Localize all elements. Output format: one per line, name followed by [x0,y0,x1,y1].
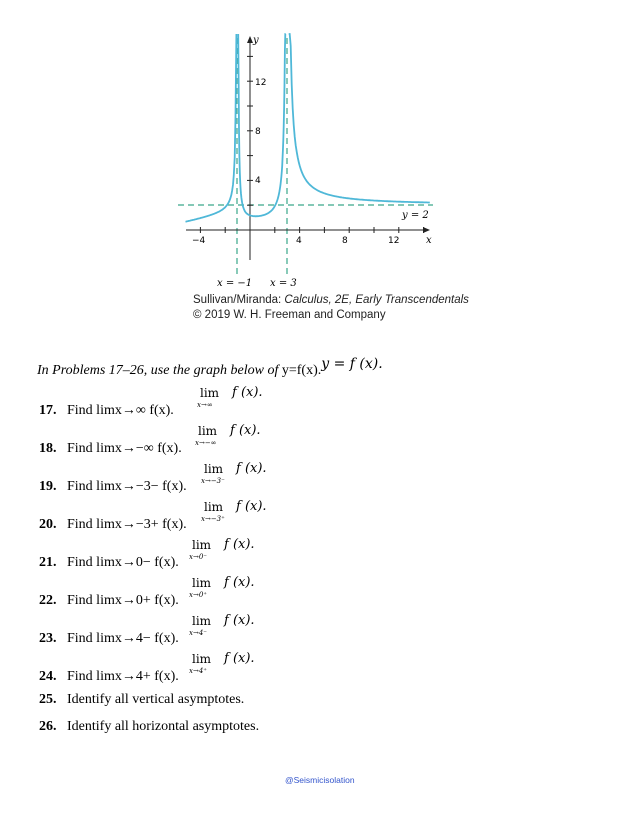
lim-subscript: x→4⁺ [189,667,207,675]
x-axis-label: x [426,235,432,246]
problem-number: 17. [39,403,57,418]
credit-prefix: Sullivan/Miranda: [193,294,285,306]
problem-25 [39,692,244,708]
problem-text: Find limx→−∞ f(x). [67,441,182,456]
lim-word: lim [198,424,218,438]
lim-function: f (x). [224,537,255,552]
intro-italic-text: In Problems 17–26, use the graph below of [37,363,282,378]
problem-26 [39,719,259,735]
curve-right-branch [289,34,430,203]
y-tick-label-4: 4 [255,176,261,186]
lim-function: f (x). [236,461,267,476]
lim-word: lim [204,462,224,476]
problem-17 [39,403,174,419]
problem-number: 25. [39,692,57,707]
lim-subscript: x→0⁻ [189,553,207,561]
x-tick-label-12: 12 [388,236,400,246]
problem-text: Find limx→−3+ f(x). [67,517,187,532]
horizontal-asymptote-label: y = 2 [402,210,429,221]
problem-number: 20. [39,517,57,532]
x-tick-label-4: 4 [296,236,302,246]
credit-title: Calculus, 2E, Early Transcendentals [284,294,469,306]
problem-text: Find limx→4+ f(x). [67,669,179,684]
lim-subscript: x→−3⁺ [201,515,225,523]
problem-23 [39,631,179,647]
figure-credit-line1 [193,294,469,306]
problem-text: Find limx→0− f(x). [67,555,179,570]
function-graph [178,30,440,292]
lim-subscript: x→0⁺ [189,591,207,599]
problem-number: 26. [39,719,57,734]
problem-number: 18. [39,441,57,456]
lim-word: lim [192,538,212,552]
y-tick-label-8: 8 [255,127,261,137]
problem-number: 23. [39,631,57,646]
lim-subscript: x→−∞ [195,439,217,447]
vertical-asymptote-label-left: x = −1 [217,278,253,289]
problem-text: Identify all horizontal asymptotes. [67,719,260,734]
problem-text: Find limx→0+ f(x). [67,593,179,608]
intro-plain-text: y=f(x). [281,363,322,378]
lim-function: f (x). [224,651,255,666]
lim-subscript: x→4⁻ [189,629,207,637]
vertical-asymptote-label-right: x = 3 [270,278,297,289]
lim-function: f (x). [236,499,267,514]
problem-20 [39,517,187,533]
watermark: @Seismicisolation [285,775,355,785]
problem-number: 19. [39,479,57,494]
lim-function: f (x). [232,385,263,400]
lim-function: f (x). [224,613,255,628]
lim-function: f (x). [224,575,255,590]
problem-text: Find limx→4− f(x). [67,631,179,646]
problem-text: Find limx→∞ f(x). [67,403,174,418]
lim-word: lim [192,652,212,666]
lim-word: lim [192,614,212,628]
x-tick-label-8: 8 [342,236,348,246]
problem-number: 22. [39,593,57,608]
lim-word: lim [204,500,224,514]
problem-intro [37,356,383,379]
problem-21 [39,555,179,571]
x-tick-label-neg4: −4 [192,236,206,246]
problem-18 [39,441,182,457]
curve-middle-branch [238,34,286,216]
problem-number: 21. [39,555,57,570]
problem-22 [39,593,179,609]
curve-left-branch [186,34,237,222]
lim-word: lim [200,386,220,400]
intro-formatted-math: y = f (x). [321,356,383,372]
problem-text: Find limx→−3− f(x). [67,479,187,494]
lim-subscript: x→−3⁻ [201,477,225,485]
problem-24 [39,669,179,685]
problem-number: 24. [39,669,57,684]
y-tick-label-12: 12 [255,78,267,88]
lim-word: lim [192,576,212,590]
lim-subscript: x→∞ [197,401,213,409]
y-axis-label: y [253,35,259,46]
lim-function: f (x). [230,423,261,438]
problem-text: Identify all vertical asymptotes. [67,692,245,707]
problem-19 [39,479,187,495]
figure-credit-line2: © 2019 W. H. Freeman and Company [193,309,386,321]
